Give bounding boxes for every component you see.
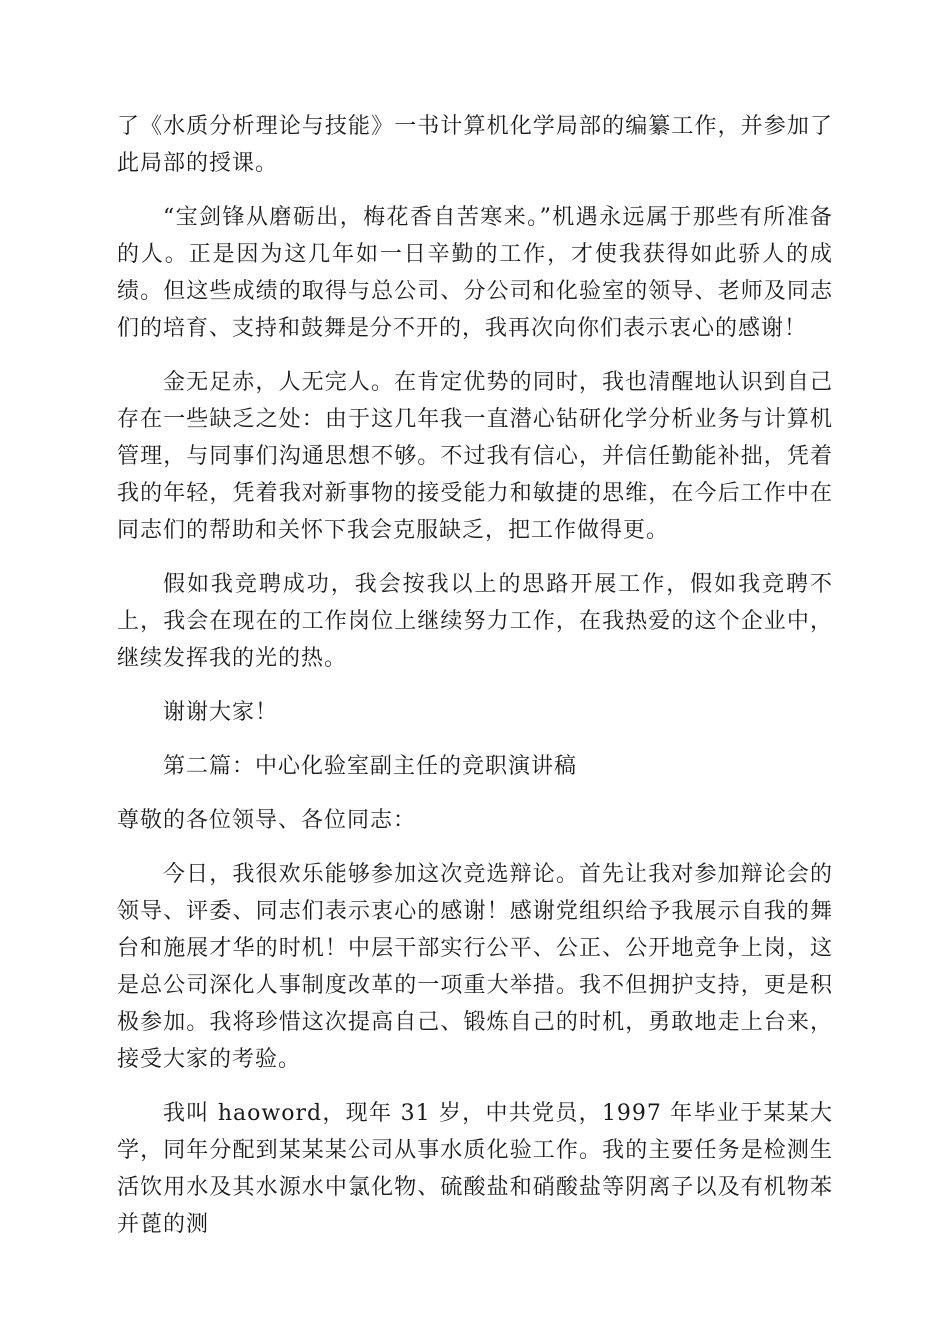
salutation: 尊敬的各位领导、各位同志： (117, 808, 417, 833)
paragraph-continuation: 了《水质分析理论与技能》一书计算机化学局部的编纂工作，并参加了此局部的授课。 (117, 114, 833, 176)
paragraph-shortcomings: 金无足赤，人无完人。在肯定优势的同时，我也清醒地认识到自己存在一些缺乏之处：由于这几年我一直潜心钻研化学分析业务与计算机管理，与同事们沟通思想不够。不过我有信心，并信任勤能补拙，凭着我的年轻，凭着我对新事物的接受能力和敏捷的思维，在今后工作中在同志们的帮助和关怀下我会克服缺乏，把工作做得更。 (117, 370, 833, 543)
paragraph-commitment: 假如我竞聘成功，我会按我以上的思路开展工作，假如我竞聘不上，我会在现在的工作岗位上继续努力工作，在我热爱的这个企业中，继续发挥我的光的热。 (117, 572, 833, 671)
document-body (117, 108, 833, 1260)
paragraph-proverb: “宝剑锋从磨砺出，梅花香自苦寒来。”机遇永远属于那些有所准备的人。正是因为这几年如一日辛勤的工作，才使我获得如此骄人的成绩。但这些成绩的取得与总公司、分公司和化验室的领导、老师及同志们的培育、支持和鼓舞是分不开的，我再次向你们表示衷心的感谢！ (117, 205, 833, 341)
paragraph-thanks: 谢谢大家！ (163, 700, 279, 725)
paragraph-opening: 今日，我很欢乐能够参加这次竞选辩论。首先让我对参加辩论会的领导、评委、同志们表示衷心的感谢！感谢党组织给予我展示自我的舞台和施展才华的时机！中层干部实行公平、公正、公开地竞争上岗，这是总公司深化人事制度改革的一项重大举措。我不但拥护支持，更是积极参加。我将珍惜这次提高自己、锻炼自己的时机，勇敢地走上台来，接受大家的考验。 (117, 862, 833, 1072)
paragraph-introduction: 我叫 haoword，现年 31 岁，中共党员，1997 年毕业于某某大学，同年分配到某某某公司从事水质化验工作。我的主要任务是检测生活饮用水及其水源水中氯化物、硫酸盐和硝酸盐等阴离子以及有机物苯并蓖的测 (117, 1101, 833, 1237)
section-heading: 第二篇：中心化验室副主任的竞职演讲稿 (163, 754, 578, 779)
